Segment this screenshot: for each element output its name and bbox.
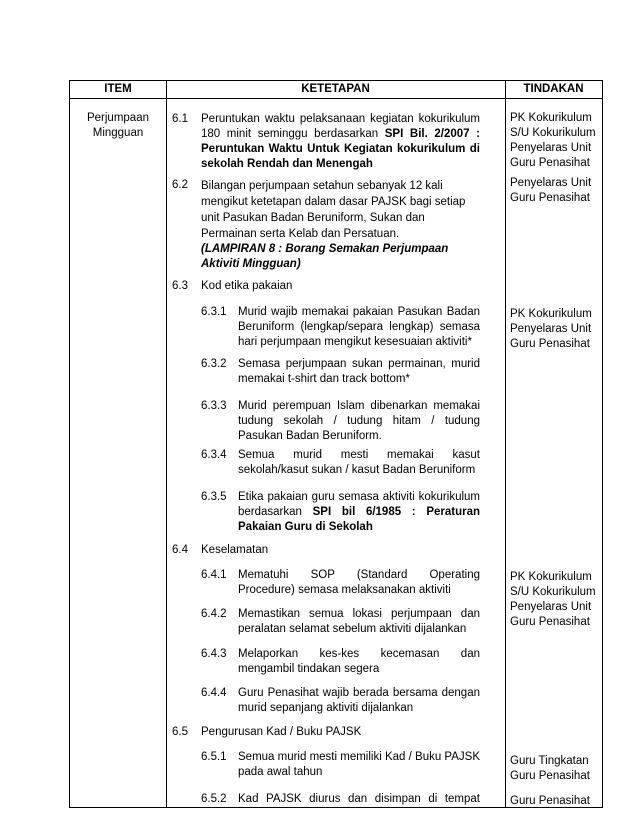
tindakan-line: Guru Penasihat (510, 770, 590, 782)
section-line: Permainan serta Kelab dan Persatuan. (201, 228, 400, 240)
section-text (201, 178, 491, 242)
column-divider-2 (505, 81, 506, 807)
tindakan-line: Penyelaras Unit (510, 601, 592, 613)
section-line: mengikut ketetapan dalam dasar PAJSK bagi setiap (201, 196, 466, 208)
tindakan-line: S/U Kokurikulum (510, 127, 596, 139)
subsection-text: Mematuhi SOP (Standard Operating Procedure) semasa melaksanakan aktiviti (238, 569, 480, 596)
header-ketetapan: KETETAPAN (301, 83, 370, 95)
tindakan-line: Guru Penasihat (510, 192, 590, 204)
item-line-2: Mingguan (92, 127, 144, 139)
section-line: Bilangan perjumpaan setahun sebanyak 12 kali (201, 180, 443, 192)
subsection-number: 6.3.4 (201, 449, 227, 461)
tindakan-line: Guru Penasihat (510, 338, 590, 350)
section-number: 6.4 (172, 544, 188, 556)
subsection-text: Melaporkan kes-kes kecemasan dan mengambil tindakan segera (238, 648, 480, 675)
tindakan-line: Penyelaras Unit (510, 142, 592, 154)
subsection-text: Murid wajib memakai pakaian Pasukan Badan Beruniform (lengkap/separa lengkap) semasa hari perjumpaan mengikut kesesuaian aktiviti* (238, 306, 480, 348)
tindakan-line: Guru Penasihat (510, 616, 590, 628)
tindakan-line: S/U Kokurikulum (510, 586, 596, 598)
spi-reference: SPI bil 6/1985 : Peraturan Pakaian Guru di Sekolah (238, 506, 481, 533)
section-number: 6.5 (172, 726, 188, 738)
header-item: ITEM (104, 83, 132, 95)
section-number: 6.2 (172, 179, 188, 191)
tindakan-line: Guru Penasihat (510, 157, 590, 169)
section-title: Kod etika pakaian (201, 280, 293, 292)
subsection-number: 6.5.2 (201, 793, 227, 805)
subsection-text: Semasa perjumpaan sukan permainan, murid memakai t-shirt dan track bottom* (238, 358, 480, 385)
tindakan-line: Guru Penasihat (510, 795, 590, 807)
subsection-text (238, 490, 480, 535)
lampiran-reference: (LAMPIRAN 8 : Borang Semakan Perjumpaan Aktiviti Mingguan) (201, 243, 449, 270)
subsection-number: 6.3.3 (201, 400, 227, 412)
subsection-text-plain: Etika pakaian guru semasa aktiviti kokurikulum berdasarkan (238, 491, 480, 518)
spi-reference: SPI Bil. 2/2007 : Peruntukan Waktu Untuk Kegiatan kokurikulum di sekolah Rendah dan Menengah (201, 128, 481, 170)
column-divider-1 (166, 81, 167, 807)
subsection-text: Murid perempuan Islam dibenarkan memakai tudung sekolah / tudung hitam / tudung Pasukan Badan Beruniform. (238, 400, 480, 442)
section-number: 6.3 (172, 280, 188, 292)
header-divider (70, 98, 602, 99)
subsection-number: 6.4.4 (201, 687, 227, 699)
tindakan-line: PK Kokurikulum (510, 112, 592, 124)
tindakan-cell (510, 111, 600, 171)
header-tindakan: TINDAKAN (523, 83, 584, 95)
section-text (201, 112, 480, 172)
tindakan-cell (510, 754, 600, 784)
tindakan-line: PK Kokurikulum (510, 571, 592, 583)
subsection-text: Semua murid mesti memakai kasut sekolah/kasut sukan / kasut Badan Beruniform (238, 449, 480, 476)
subsection-number: 6.3.2 (201, 358, 227, 370)
tindakan-cell (510, 176, 600, 206)
subsection-text: Memastikan semua lokasi perjumpaan dan peralatan selamat sebelum aktiviti dijalankan (238, 608, 480, 635)
section-text-plain: Peruntukan waktu pelaksanaan kegiatan kokurikulum 180 minit seminggu berdasarkan (201, 113, 480, 140)
subsection-text: Semua murid mesti memiliki Kad / Buku PAJSK pada awal tahun (238, 751, 481, 778)
item-cell (70, 111, 166, 141)
tindakan-line: PK Kokurikulum (510, 308, 592, 320)
tindakan-cell (510, 570, 600, 630)
section-title: Keselamatan (201, 544, 269, 556)
tindakan-line: Penyelaras Unit (510, 177, 592, 189)
subsection-text: Guru Penasihat wajib berada bersama dengan murid sepanjang aktiviti dijalankan (238, 687, 480, 714)
subsection-number: 6.3.1 (201, 306, 227, 318)
section-line: unit Pasukan Badan Beruniform, Sukan dan (201, 212, 425, 224)
subsection-number: 6.4.1 (201, 569, 227, 581)
ketetapan-table (69, 80, 603, 808)
subsection-text: Kad PAJSK diurus dan disimpan di tempat (238, 793, 480, 805)
subsection-number: 6.4.3 (201, 648, 227, 660)
subsection-number: 6.3.5 (201, 491, 227, 503)
tindakan-line: Guru Tingkatan (510, 755, 589, 767)
tindakan-line: Penyelaras Unit (510, 323, 592, 335)
section-title: Pengurusan Kad / Buku PAJSK (201, 726, 362, 738)
tindakan-cell (510, 307, 600, 352)
section-number: 6.1 (172, 113, 188, 125)
item-line-1: Perjumpaan (86, 112, 149, 124)
subsection-number: 6.4.2 (201, 608, 227, 620)
subsection-number: 6.5.1 (201, 751, 227, 763)
